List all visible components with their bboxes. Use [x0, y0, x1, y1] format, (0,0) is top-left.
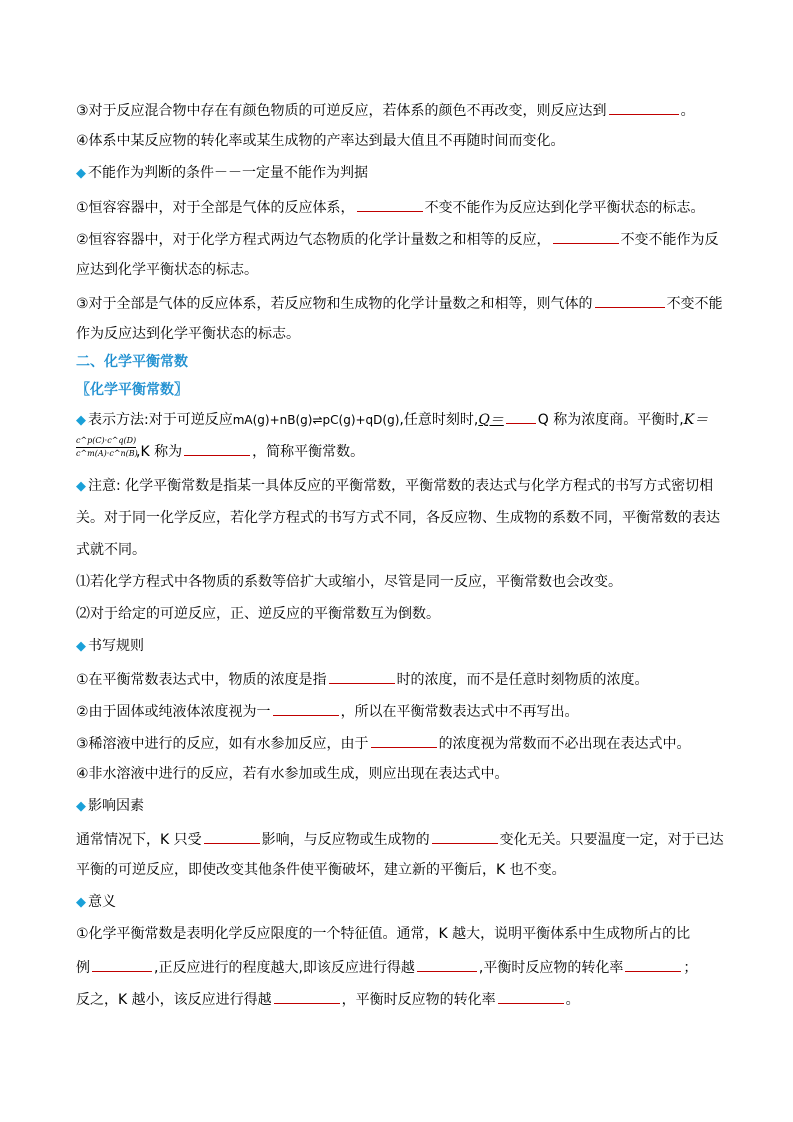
- text: ④体系中某反应物的转化率或某生成物的产率达到最大值且不再随时间而变化。: [76, 133, 565, 149]
- paragraph-line: [76, 324, 726, 344]
- text: ⑵对于给定的可逆反应，正、逆反应的平衡常数互为倒数。: [76, 606, 440, 622]
- text: 意义: [88, 894, 116, 910]
- equilibrium-fraction: [76, 436, 136, 459]
- fill-blank[interactable]: [417, 956, 477, 972]
- constant-symbol: K＝: [683, 412, 709, 428]
- diamond-icon: ◆: [76, 895, 86, 910]
- fill-blank[interactable]: [609, 99, 679, 115]
- text: ①在平衡常数表达式中，物质的浓度是指: [76, 672, 327, 688]
- text: 的浓度视为常数而不必出现在表达式中。: [438, 736, 691, 752]
- paragraph-line: [76, 988, 726, 1010]
- text: ①恒容容器中，对于全部是气体的反应体系，: [76, 200, 355, 216]
- text: ，平衡时反应物的转化率: [341, 992, 496, 1008]
- section-title: [76, 352, 726, 372]
- text: 不变不能: [666, 296, 723, 312]
- text: Q 称为浓度商。平衡时,: [537, 412, 684, 428]
- text: 。: [680, 103, 695, 119]
- paragraph-line: [76, 700, 726, 722]
- text: 通常情况下，K 只受: [76, 832, 202, 848]
- text: 表示方法:对于可逆反应: [88, 412, 233, 428]
- text: 不变不能作为反应达到化学平衡状态的标志。: [424, 200, 705, 216]
- paragraph-line: [76, 228, 726, 250]
- text: ①化学平衡常数是表明化学反应限度的一个特征值。通常，K 越大，说明平衡体系中生成物所占的比: [76, 926, 691, 942]
- paragraph-line: [136, 440, 716, 462]
- fraction-denominator: c^m(A)·c^n(B): [76, 449, 138, 458]
- text: ,任意时刻时,: [399, 412, 479, 428]
- fill-blank[interactable]: [92, 956, 152, 972]
- text: ②由于固体或纯液体浓度视为一: [76, 704, 271, 720]
- bullet-heading: [76, 636, 726, 657]
- paragraph-line: [76, 292, 726, 314]
- diamond-icon: ◆: [76, 479, 86, 494]
- paragraph-line: [76, 131, 726, 151]
- fill-blank[interactable]: [357, 196, 423, 212]
- text: 变化无关。只要温度一定，对于已达: [499, 832, 724, 848]
- text: 注意: 化学平衡常数是指某一具体反应的平衡常数，平衡常数的表达式与化学方程式的书写方式密切相: [88, 478, 714, 494]
- text: ,平衡时反应物的转化率: [478, 960, 624, 976]
- text: ，简称平衡常数。: [252, 444, 365, 460]
- text: 不变不能作为反: [620, 232, 719, 248]
- subsection-title: [76, 380, 726, 400]
- paragraph-line: [76, 668, 726, 690]
- text: ；: [683, 960, 698, 976]
- paragraph-line: [76, 860, 726, 880]
- text: ,正反应进行的程度越大,即该反应进行得越: [154, 960, 415, 976]
- paragraph-line: [76, 956, 726, 978]
- text: ,K 称为: [136, 444, 183, 460]
- paragraph-line: [76, 828, 726, 850]
- fill-blank[interactable]: [595, 292, 665, 308]
- fill-blank[interactable]: [371, 732, 437, 748]
- paragraph-line: [76, 196, 726, 218]
- text: 影响因素: [88, 798, 144, 814]
- paragraph-line: [76, 732, 726, 754]
- fill-blank[interactable]: [273, 700, 339, 716]
- fill-blank[interactable]: [204, 828, 260, 844]
- subsection-heading: 〖化学平衡常数〗: [76, 382, 188, 398]
- section-heading: 二、化学平衡常数: [76, 354, 188, 370]
- diamond-icon: ◆: [76, 166, 86, 181]
- text: ③稀溶液中进行的反应，如有水参加反应，由于: [76, 736, 369, 752]
- text: ⑴若化学方程式中各物质的系数等倍扩大或缩小，尽管是同一反应，平衡常数也会改变。: [76, 574, 622, 590]
- text: 书写规则: [88, 638, 144, 654]
- text: 反之，K 越小，该反应进行得越: [76, 992, 272, 1008]
- fraction-numerator: c^p(C)·c^q(D): [76, 436, 136, 448]
- text: 应达到化学平衡状态的标志。: [76, 262, 258, 278]
- text: 关。对于同一化学反应，若化学方程式的书写方式不同，各反应物、生成物的系数不同，平衡常数的表达: [76, 510, 720, 526]
- text: ④非水溶液中进行的反应，若有水参加或生成，则应出现在表达式中。: [76, 766, 509, 782]
- paragraph-line: [76, 540, 726, 560]
- paragraph-line: [76, 99, 726, 121]
- equation: mA(g)+nB(g)⇌pC(g)+qD(g): [232, 413, 400, 427]
- text: 时的浓度，而不是任意时刻物质的浓度。: [396, 672, 649, 688]
- paragraph-line: [76, 764, 726, 784]
- text: 作为反应达到化学平衡状态的标志。: [76, 326, 300, 342]
- quotient-symbol: Q＝: [478, 412, 504, 428]
- bullet-heading: [76, 796, 726, 817]
- paragraph-line: [76, 508, 726, 528]
- text: ，所以在平衡常数表达式中不再写出。: [340, 704, 579, 720]
- fill-blank[interactable]: [184, 440, 250, 456]
- paragraph-line: [76, 476, 726, 497]
- text: ③对于反应混合物中存在有颜色物质的可逆反应，若体系的颜色不再改变，则反应达到: [76, 103, 607, 119]
- text: ②恒容容器中，对于化学方程式两边气态物质的化学计量数之和相等的反应，: [76, 232, 551, 248]
- fill-blank[interactable]: [625, 956, 681, 972]
- fill-blank[interactable]: [432, 828, 498, 844]
- text: 。: [565, 992, 580, 1008]
- paragraph-line: [76, 604, 726, 624]
- text: ③对于全部是气体的反应体系，若反应物和生成物的化学计量数之和相等，则气体的: [76, 296, 593, 312]
- diamond-icon: ◆: [76, 413, 86, 428]
- paragraph-line: [76, 408, 726, 431]
- fill-blank[interactable]: [506, 408, 536, 424]
- fill-blank[interactable]: [498, 988, 564, 1004]
- bullet-heading: [76, 163, 726, 184]
- diamond-icon: ◆: [76, 799, 86, 814]
- text: 例: [76, 960, 90, 976]
- text: 平衡的可逆反应，即使改变其他条件使平衡破坏，建立新的平衡后，K 也不变。: [76, 862, 566, 878]
- paragraph-line: [76, 260, 726, 280]
- text: 影响，与反应物或生成物的: [261, 832, 430, 848]
- text: 式就不同。: [76, 542, 146, 558]
- fill-blank[interactable]: [329, 668, 395, 684]
- fill-blank[interactable]: [553, 228, 619, 244]
- diamond-icon: ◆: [76, 639, 86, 654]
- bullet-heading: [76, 892, 726, 913]
- paragraph-line: [76, 572, 726, 592]
- paragraph-line: [76, 924, 726, 944]
- text: 不能作为判断的条件－－一定量不能作为判据: [88, 165, 368, 181]
- fill-blank[interactable]: [274, 988, 340, 1004]
